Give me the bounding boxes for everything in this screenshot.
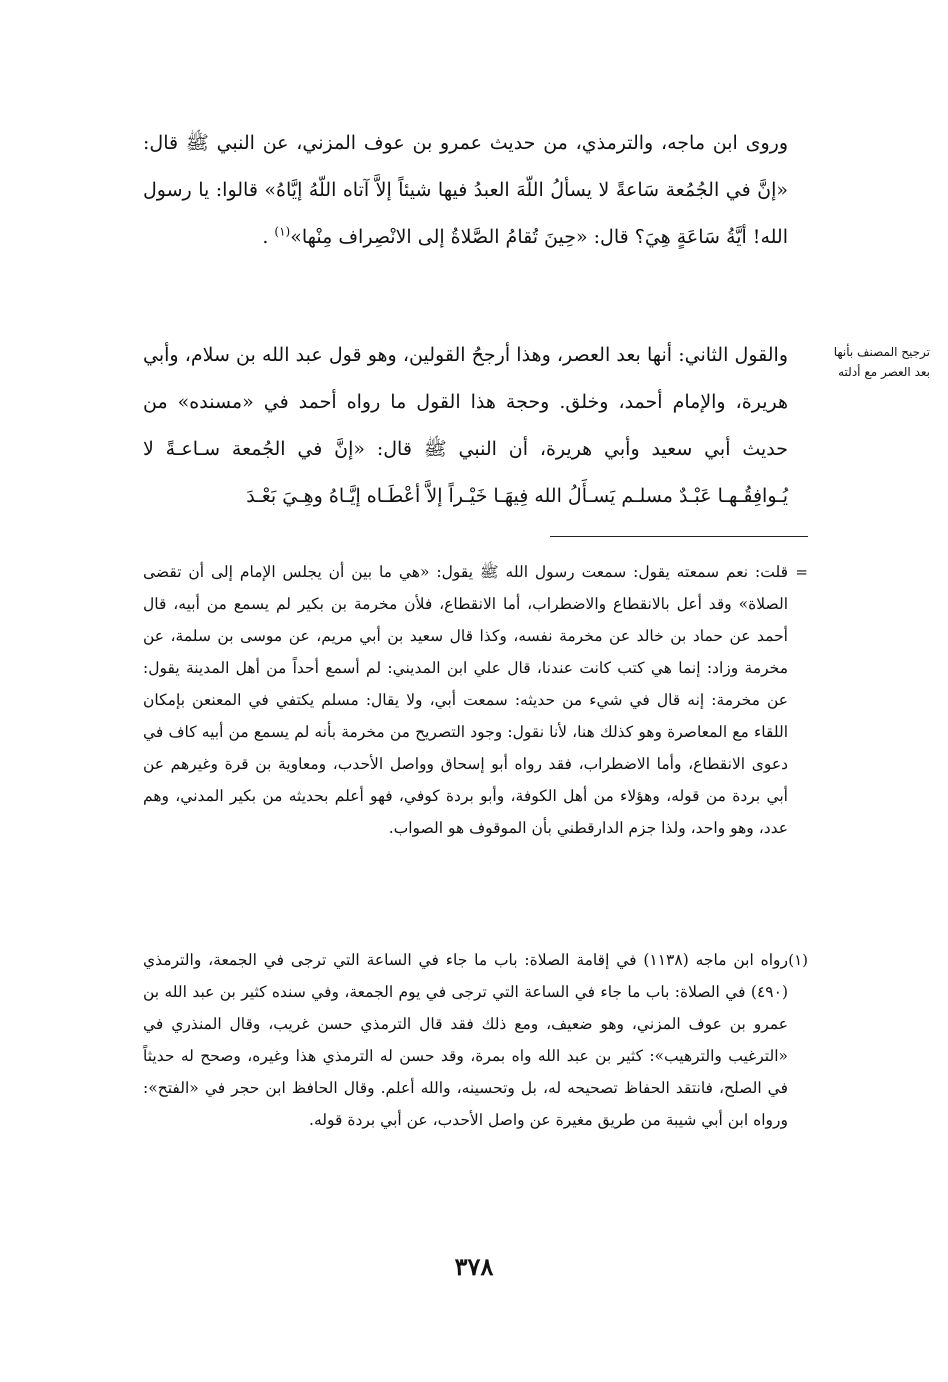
paragraph-text: وروى ابن ماجه، والترمذي، من حديث عمرو بن عوف المزني، عن النبي ﷺ قال: «إنَّ في الجُمُعة سَاعةً لا يسألُ اللّهَ العبدُ فيها شيئاً إلاَّ آتاه اللّهُ إيَّاهُ» قالوا: يا رسول الله! أيَّةُ سَاعَةٍ هِيَ؟ قال: «حِينَ تُقامُ الصَّلاةُ إلى الانْصِراف مِنْها»	[143, 132, 788, 248]
paragraph-end: .	[262, 226, 269, 248]
footnote-1	[143, 944, 788, 1136]
margin-note-line-2: بعد العصر مع أدلته	[838, 365, 930, 379]
paragraph-hadith-ibn-majah	[143, 120, 788, 261]
footnote-continuation	[143, 556, 788, 844]
footnote-1-text: رواه ابن ماجه (١١٣٨) في إقامة الصلاة: باب ما جاء في الساعة التي ترجى في الجمعة، والترمذي (٤٩٠) في الصلاة: باب ما جاء في الساعة التي ترجى في يوم الجمعة، وفي سنده كثير بن عبد الله بن عمرو بن عوف المزني، وهو ضعيف، ومع ذلك فقد قال الترمذي حسن غريب، وقال المنذري في «الترغيب والترهيب»: كثير بن عبد الله واه بمرة، وقد حسن له الترمذي هذا وغيره، وصحح له حديثاً في الصلح، فانتقد الحفاظ تصحيحه له، بل وتحسينه، والله أعلم. وقال الحافظ ابن حجر في «الفتح»: ورواه ابن أبي شيبة من طريق مغيرة عن واصل الأحدب، عن أبي بردة قوله.	[143, 951, 788, 1129]
footnote-reference[interactable]: (١)	[274, 224, 291, 239]
paragraph-second-opinion: والقول الثاني: أنها بعد العصر، وهذا أرجحُ القولين، وهو قول عبد الله بن سلام، وأبي هريرة، والإمام أحمد، وخلق. وحجة هذا القول ما رواه أحمد في «مسنده» من حديث أبي سعيد وأبي هريرة، أن النبي ﷺ قال: «إنَّ في الجُمعة سـاعـةً لا يُـوافِقُـهـا عَبْـدٌ مسلـم يَسـأَلُ الله فِيهَـا خَيْـراً إلاَّ أعْطَـاه إيَّـاهُ وهِـيَ بَعْـدَ	[143, 344, 788, 507]
page-number: ٣٧٨	[454, 1252, 494, 1281]
footnote-1-marker: (١)	[788, 951, 808, 969]
margin-note-line-1: ترجيح المصنف بأنها	[833, 345, 930, 359]
footnote-continuation-marker: =	[795, 563, 808, 581]
footnote-separator	[550, 536, 808, 537]
footnote-continuation-text: قلت: نعم سمعته يقول: سمعت رسول الله ﷺ يقول: «هي ما بين أن يجلس الإمام إلى أن تقضى الصلاة» وقد أعل بالانقطاع والاضطراب، أما الانقطاع، فلأن مخرمة بن بكير لم يسمع من أبيه، قال أحمد عن حماد بن خالد عن مخرمة نفسه، وكذا قال سعيد بن أبي مريم، عن موسى بن سلمة، عن مخرمة وزاد: إنما هي كتب كانت عندنا، قال علي ابن المديني: لم أسمع أحداً من أهل المدينة يقول: عن مخرمة: إنه قال في شيء من حديثه: سمعت أبي، ولا يقال: مسلم يكتفي في المعنعن بإمكان اللقاء مع المعاصرة وهو كذلك هنا، لأنا نقول: وجود التصريح من مخرمة بأنه لم يسمع من أبيه كاف في دعوى الانقطاع، وأما الاضطراب، فقد رواه أبو إسحاق وواصل الأحدب، ومعاوية بن قرة وغيرهم عن أبي بردة من قوله، وهؤلاء من أهل الكوفة، وأبو بردة كوفي، فهو أعلم بحديثه من بكير المدني، وهم عدد، وهو واحد، ولذا جزم الدارقطني بأن الموقوف هو الصواب.	[143, 563, 788, 837]
main-text-block-2	[143, 332, 788, 520]
main-text-block-1	[143, 120, 788, 261]
margin-note	[800, 342, 930, 382]
